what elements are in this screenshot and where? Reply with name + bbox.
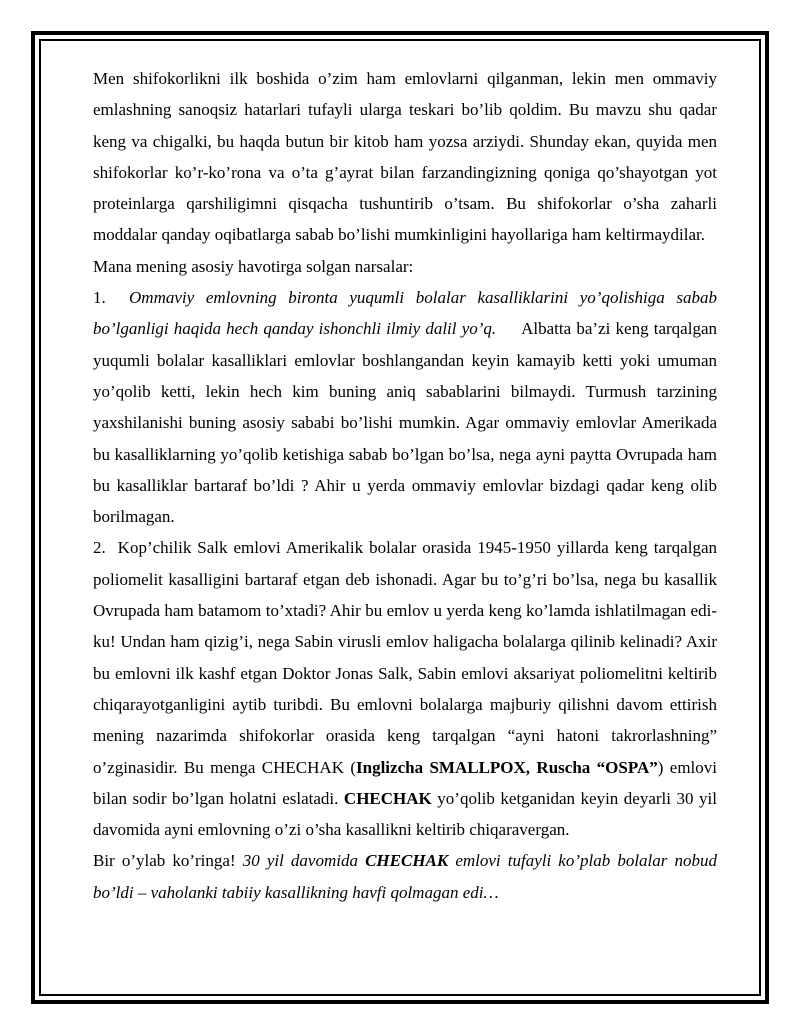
conclusion-italic-1: 30 yil davomida bbox=[242, 851, 366, 871]
conclusion-start: Bir o’ylab ko’ringa! bbox=[93, 851, 243, 871]
point-1-text: Albatta ba’zi keng tarqalgan yuqumli bolalar kasalliklari emlovlar boshlangandan keyin kamayib ketti yoki umuman yo’qolib ketti, lekin hech kim buning aniq sabablarini bilmaydi. Turmush tarzining yaxshilanishi buning asosiy sababi bo’lishi mumkin. Agar ommaviy emlovlar Amerikada bu kasalliklarning yo’qolib ketishiga sabab bo’lgan bo’lsa, nega ayni paytta Ovrupada ham bu kasalliklar bartaraf bo’ldi ? Ahir u yerda ommaviy emlovlar bizdagi qadar keng olib borilmagan. bbox=[93, 319, 717, 527]
paragraph-point-2 bbox=[93, 532, 717, 845]
point-2-text-2: ) emlovi bilan sodir bo’lgan holatni eslatadi. bbox=[93, 757, 717, 808]
paragraph-point-1 bbox=[93, 282, 717, 532]
document-body bbox=[93, 63, 717, 908]
list-number: 2. bbox=[93, 538, 106, 558]
point-1-claim: Ommaviy emlovning bironta yuqumli bolalar kasalliklarini yo’qolishiga sabab bo’lganligi haqida hech qanday ishonchli ilmiy dalil yo’q. bbox=[93, 288, 717, 339]
paragraph-intro: Men shifokorlikni ilk boshida o’zim ham emlovlarni qilganman, lekin men ommaviy emlashning sanoqsiz hatarlari tufayli ularga teskari bo’lib qoldim. Bu mavzu shu qadar keng va chigalki, bu haqda butun bir kitob ham yozsa arziydi. Shunday ekan, quyida men shifokorlar ko’r-ko’rona va o’ta g’ayrat bilan farzandingizning qoniga qo’shayotgan yot proteinlarga qarshiligimni qisqacha tushuntirib o’tsam. Bu shifokorlar o’sha zaharli moddalar qanday oqibatlarga sabab bo’lishi mumkinligini hayollariga ham keltirmaydilar. bbox=[93, 69, 717, 245]
list-number: 1. bbox=[93, 288, 106, 308]
point-2-bold-names: Inglizcha SMALLPOX, Ruscha “OSPA” bbox=[356, 757, 658, 777]
paragraph-list-intro: Mana mening asosiy havotirga solgan narsalar: bbox=[93, 256, 414, 276]
conclusion-bold-chechak: CHECHAK bbox=[365, 851, 449, 871]
point-2-bold-chechak: CHECHAK bbox=[343, 788, 432, 808]
point-2-text-3: yo’qolib ketganidan keyin deyarli 30 yil davomida ayni emlovning o’zi o’sha kasallikni keltirib chiqaravergan. bbox=[93, 788, 717, 840]
point-2-text: Kop’chilik Salk emlovi Amerikalik bolalar orasida 1945-1950 yillarda keng tarqalgan poliomelit kasalligini bartaraf etgan deb ishonadi. Agar bu to’g’ri bo’lsa, nega bu kasallik Ovrupada ham batamom to’xtadi? Ahir bu emlov u yerda keng ko’lamda ishlatilmagan edi-ku! Undan ham qizig’i, nega Sabin virusli emlov haligacha bolalarga qilinib kelinadi? Axir bu emlovni ilk kashf etgan Doktor Jonas Salk, Sabin emlovi aksariyat poliomelitni keltirib chiqarayotganligini aytib turibdi. Bu emlovni bolalarga majburiy qilishni davom ettirish mening nazarimda shifokorlar orasida keng tarqalgan “ayni hatoni takrorlashning” o’zginasidir. Bu menga CHECHAK ( bbox=[93, 538, 717, 777]
conclusion-italic-2: emlovi tufayli ko’plab bolalar nobud bo’ldi – vaholanki tabiiy kasallikning havfi qolmagan edi… bbox=[93, 851, 718, 902]
paragraph-conclusion bbox=[93, 845, 717, 908]
